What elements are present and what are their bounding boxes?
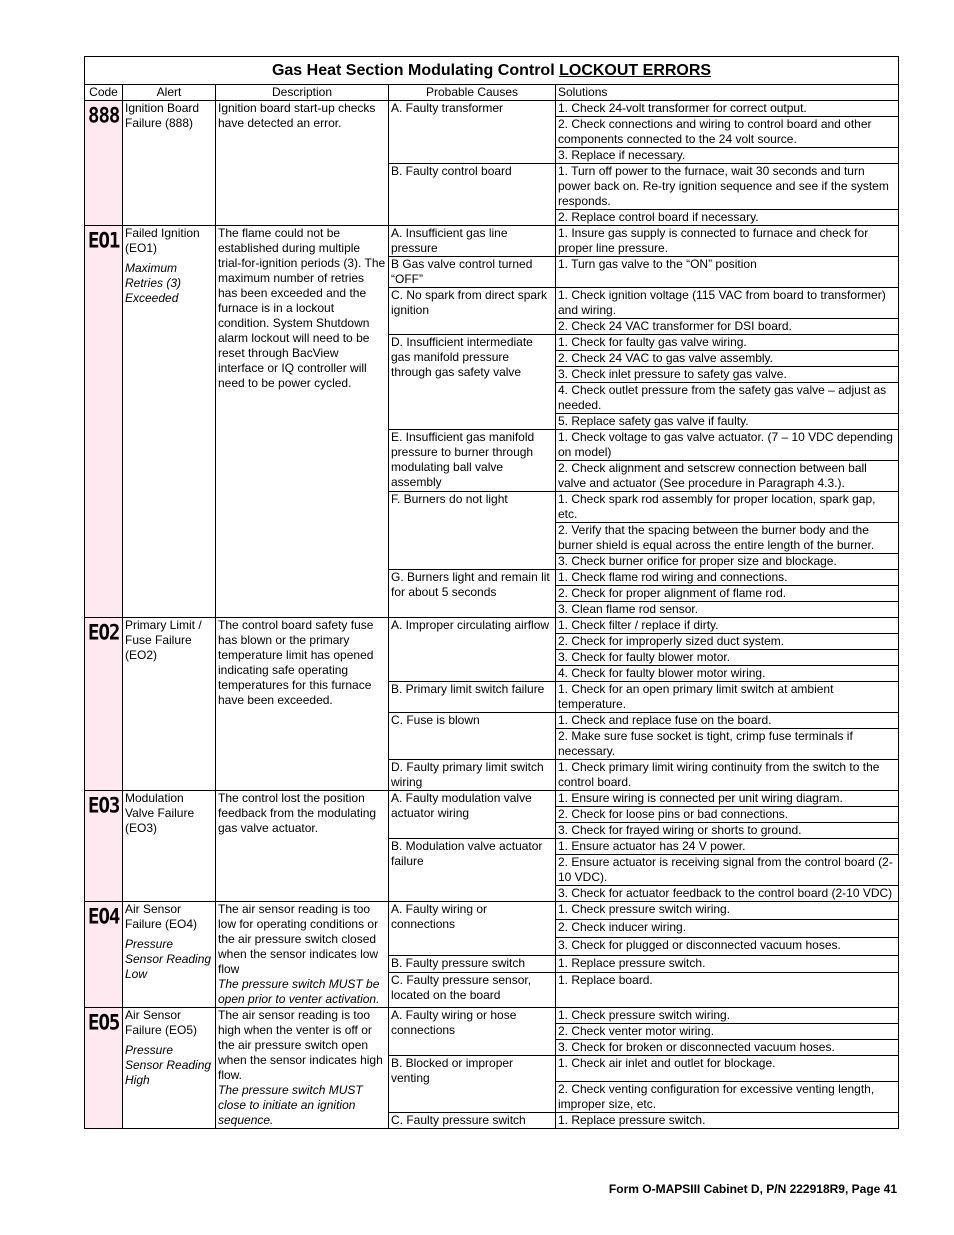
solution-cell: 1. Check primary limit wiring continuity from the switch to the control board. <box>556 760 899 791</box>
alert-cell <box>123 618 216 791</box>
error-code-cell <box>85 101 123 226</box>
cause-cell: A. Faulty wiring or connections <box>389 902 556 956</box>
solution-cell: 2. Check 24 VAC to gas valve assembly. <box>556 351 899 367</box>
solution-cell: 1. Replace board. <box>556 973 899 1008</box>
solution-cell: 1. Check ignition voltage (115 VAC from board to transformer) and wiring. <box>556 288 899 319</box>
alert-text: Ignition Board Failure (888) <box>125 101 200 130</box>
description-cell <box>216 618 389 791</box>
error-code-cell <box>85 791 123 902</box>
table-body <box>85 101 899 1129</box>
solution-cell: 1. Check for faulty gas valve wiring. <box>556 335 899 351</box>
solution-cell: 3. Clean flame rod sensor. <box>556 602 899 618</box>
solution-cell: 4. Check outlet pressure from the safety gas valve – adjust as needed. <box>556 383 899 414</box>
alert-text: Modulation Valve Failure (EO3) <box>125 791 195 835</box>
solution-cell: 1. Check 24-volt transformer for correct output. <box>556 101 899 117</box>
solution-cell: 1. Check for an open primary limit switch at ambient temperature. <box>556 682 899 713</box>
solution-cell: 4. Check for faulty blower motor wiring. <box>556 666 899 682</box>
solution-cell: 1. Replace pressure switch. <box>556 955 899 973</box>
solution-cell: 1. Check air inlet and outlet for blockage. <box>556 1056 899 1082</box>
solution-cell: 1. Check flame rod wiring and connections. <box>556 570 899 586</box>
solution-cell: 3. Check for frayed wiring or shorts to ground. <box>556 823 899 839</box>
description-note: The pressure switch MUST close to initiate an ignition sequence. <box>218 1083 363 1127</box>
solution-cell: 2. Check for improperly sized duct system. <box>556 634 899 650</box>
error-code-cell <box>85 902 123 1008</box>
cause-cell: A. Insufficient gas line pressure <box>389 226 556 257</box>
alert-text: Air Sensor Failure (EO4) <box>125 902 198 931</box>
description-text: The control board safety fuse has blown or the primary temperature limit has opened indicating safe operating temperatures for this furnace have been exceeded. <box>218 618 374 707</box>
cause-cell: A. Faulty modulation valve actuator wiring <box>389 791 556 839</box>
error-code-display: EO4 <box>88 904 120 930</box>
cause-cell: B. Faulty control board <box>389 164 556 226</box>
solution-cell: 3. Check burner orifice for proper size and blockage. <box>556 554 899 570</box>
title-underlined: LOCKOUT ERRORS <box>559 62 712 79</box>
cause-cell: C. Faulty pressure sensor, located on the board <box>389 973 556 1008</box>
cause-cell: B. Modulation valve actuator failure <box>389 839 556 902</box>
cause-cell: A. Faulty wiring or hose connections <box>389 1008 556 1056</box>
alert-cell <box>123 902 216 1008</box>
solution-cell: 2. Check venter motor wiring. <box>556 1024 899 1040</box>
solution-cell: 1. Ensure wiring is connected per unit wiring diagram. <box>556 791 899 807</box>
solution-cell: 2. Check venting configuration for excessive venting length, improper size, etc. <box>556 1082 899 1113</box>
solution-cell: 1. Check pressure switch wiring. <box>556 902 899 920</box>
alert-text: Primary Limit / Fuse Failure (EO2) <box>125 618 202 662</box>
solution-cell: 2. Replace control board if necessary. <box>556 210 899 226</box>
solution-cell: 1. Check pressure switch wiring. <box>556 1008 899 1024</box>
alert-subtext: Pressure Sensor Reading Low <box>125 937 212 981</box>
solution-cell: 1. Check spark rod assembly for proper location, spark gap, etc. <box>556 492 899 523</box>
error-code-cell <box>85 618 123 791</box>
solution-cell: 3. Check for broken or disconnected vacuum hoses. <box>556 1040 899 1056</box>
solution-cell: 3. Check for actuator feedback to the control board (2-10 VDC) <box>556 886 899 902</box>
alert-cell <box>123 226 216 618</box>
table-title <box>85 57 899 85</box>
header-description: Description <box>216 85 389 101</box>
solution-cell: 2. Check for loose pins or bad connections. <box>556 807 899 823</box>
description-cell <box>216 226 389 618</box>
solution-cell: 1. Ensure actuator has 24 V power. <box>556 839 899 855</box>
description-text: The control lost the position feedback from the modulating gas valve actuator. <box>218 791 377 835</box>
solution-cell: 2. Verify that the spacing between the burner body and the burner shield is equal across the entire length of the burner. <box>556 523 899 554</box>
cause-cell: B Gas valve control turned “OFF” <box>389 257 556 288</box>
header-solutions: Solutions <box>556 85 899 101</box>
solution-cell: 1. Check voltage to gas valve actuator. (7 – 10 VDC depending on model) <box>556 430 899 461</box>
table-row <box>85 101 899 117</box>
cause-cell: C. No spark from direct spark ignition <box>389 288 556 335</box>
table-row <box>85 226 899 257</box>
solution-cell: 1. Check and replace fuse on the board. <box>556 713 899 729</box>
solution-cell: 1. Replace pressure switch. <box>556 1113 899 1129</box>
cause-cell: A. Improper circulating airflow <box>389 618 556 682</box>
title-main: Gas Heat Section Modulating Control <box>271 62 555 79</box>
solution-cell: 3. Replace if necessary. <box>556 148 899 164</box>
error-code-display: 888 <box>88 103 120 129</box>
lockout-errors-table <box>84 56 899 1129</box>
solution-cell: 3. Check for plugged or disconnected vacuum hoses. <box>556 937 899 955</box>
cause-cell: D. Faulty primary limit switch wiring <box>389 760 556 791</box>
alert-subtext: Pressure Sensor Reading High <box>125 1043 212 1087</box>
table-row <box>85 791 899 807</box>
error-code-cell <box>85 1008 123 1129</box>
description-cell <box>216 101 389 226</box>
error-code-display: EO3 <box>88 793 120 819</box>
alert-text: Air Sensor Failure (EO5) <box>125 1008 198 1037</box>
header-code: Code <box>85 85 123 101</box>
cause-cell: F. Burners do not light <box>389 492 556 570</box>
alert-text: Failed Ignition (EO1) <box>125 226 200 255</box>
header-causes: Probable Causes <box>389 85 556 101</box>
solution-cell: 3. Check inlet pressure to safety gas valve. <box>556 367 899 383</box>
error-code-display: EO1 <box>88 228 120 254</box>
solution-cell: 1. Turn off power to the furnace, wait 30 seconds and turn power back on. Re-try ignition sequence and see if the system responds. <box>556 164 899 210</box>
cause-cell: B. Primary limit switch failure <box>389 682 556 713</box>
solution-cell: 5. Replace safety gas valve if faulty. <box>556 414 899 430</box>
cause-cell: D. Insufficient intermediate gas manifold pressure through gas safety valve <box>389 335 556 430</box>
solution-cell: 2. Make sure fuse socket is tight, crimp fuse terminals if necessary. <box>556 729 899 760</box>
solution-cell: 2. Check 24 VAC transformer for DSI board. <box>556 319 899 335</box>
description-text: The air sensor reading is too low for operating conditions or the air pressure switch closed when the sensor indicates low flow <box>218 902 379 976</box>
solution-cell: 1. Check filter / replace if dirty. <box>556 618 899 634</box>
solution-cell: 2. Ensure actuator is receiving signal from the control board (2-10 VDC). <box>556 855 899 886</box>
error-code-display: EO5 <box>88 1010 120 1036</box>
table-row <box>85 902 899 920</box>
description-note: The pressure switch MUST be open prior to venter activation. <box>218 977 380 1006</box>
description-text: The flame could not be established during multiple trial-for-ignition periods (3). The maximum number of retries has been exceeded and the furnace is in a lockout condition. System Shutdown alarm lockout will need to be reset through BacView interface or IQ controller will need to be power cycled. <box>218 226 386 390</box>
solution-cell: 2. Check inducer wiring. <box>556 919 899 937</box>
solution-cell: 3. Check for faulty blower motor. <box>556 650 899 666</box>
cause-cell: B. Blocked or improper venting <box>389 1056 556 1113</box>
solution-cell: 2. Check for proper alignment of flame rod. <box>556 586 899 602</box>
alert-cell <box>123 791 216 902</box>
page-footer: Form O-MAPSIII Cabinet D, P/N 222918R9, Page 41 <box>608 1182 897 1196</box>
cause-cell: C. Fuse is blown <box>389 713 556 760</box>
cause-cell: G. Burners light and remain lit for about 5 seconds <box>389 570 556 618</box>
error-code-cell <box>85 226 123 618</box>
cause-cell: E. Insufficient gas manifold pressure to burner through modulating ball valve assembly <box>389 430 556 492</box>
table-row <box>85 1008 899 1024</box>
table-row <box>85 618 899 634</box>
lockout-errors-table-wrap <box>84 56 898 1129</box>
alert-cell <box>123 1008 216 1129</box>
solution-cell: 2. Check connections and wiring to control board and other components connected to the 24 volt source. <box>556 117 899 148</box>
cause-cell: A. Faulty transformer <box>389 101 556 164</box>
solution-cell: 1. Turn gas valve to the “ON” position <box>556 257 899 288</box>
description-cell <box>216 1008 389 1129</box>
description-text: Ignition board start-up checks have detected an error. <box>218 101 376 130</box>
cause-cell: B. Faulty pressure switch <box>389 955 556 973</box>
cause-cell: C. Faulty pressure switch <box>389 1113 556 1129</box>
alert-cell <box>123 101 216 226</box>
description-text: The air sensor reading is too high when the venter is off or the air pressure switch open when the sensor indicates high flow. <box>218 1008 383 1082</box>
solution-cell: 2. Check alignment and setscrew connection between ball valve and actuator (See procedure in Paragraph 4.3.). <box>556 461 899 492</box>
description-cell <box>216 791 389 902</box>
solution-cell: 1. Insure gas supply is connected to furnace and check for proper line pressure. <box>556 226 899 257</box>
error-code-display: EO2 <box>88 620 120 646</box>
description-cell <box>216 902 389 1008</box>
header-alert: Alert <box>123 85 216 101</box>
alert-subtext: Maximum Retries (3) Exceeded <box>125 261 182 305</box>
